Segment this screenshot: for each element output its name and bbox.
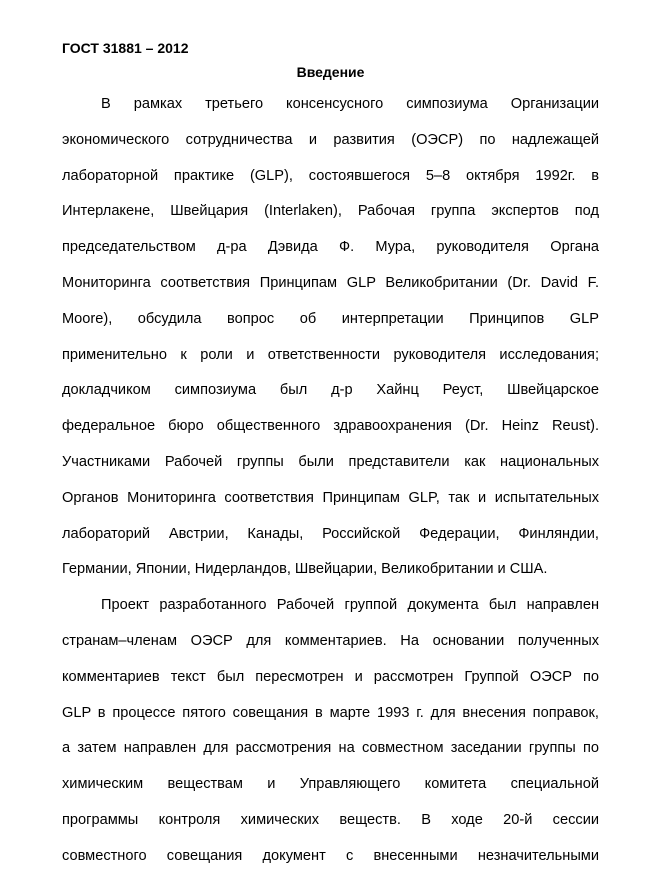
text-line: экономического сотрудничества и развития (ОЭСР) по надлежащей (62, 131, 599, 148)
text-line: Проект разработанного Рабочей группой документа был направлен (101, 597, 599, 614)
text-line: Moore), обсудила вопрос об интерпретации Принципов GLP (62, 310, 599, 327)
paragraph-2 (62, 588, 599, 874)
text-line: Органов Мониторинга соответствия Принципам GLP, так и испытательных (62, 489, 599, 506)
text-line: Германии, Японии, Нидерландов, Швейцарии, Великобритании и США. (62, 561, 548, 578)
section-title: Введение (296, 64, 365, 80)
text-line: лабораторной практике (GLP), состоявшегося 5–8 октября 1992г. в (62, 167, 599, 184)
text-line: химическим веществам и Управляющего комитета специальной (62, 776, 599, 793)
text-line: федеральное бюро общественного здравоохранения (Dr. Heinz Reust). (62, 418, 599, 435)
body-text (62, 87, 599, 875)
text-line: председательством д-ра Дэвида Ф. Мура, руководителя Органа (62, 239, 599, 256)
text-line: странам–членам ОЭСР для комментариев. На основании полученных (62, 632, 599, 649)
standard-header: ГОСТ 31881 – 2012 (62, 40, 189, 56)
text-line: Интерлакене, Швейцария (Interlaken), Рабочая группа экспертов под (62, 203, 599, 220)
text-line: В рамках третьего консенсусного симпозиума Организации (101, 96, 599, 112)
text-line: GLP в процессе пятого совещания в марте 1993 г. для внесения поправок, (62, 704, 599, 721)
text-line: Участниками Рабочей группы были представители как национальных (62, 453, 599, 470)
text-line: Мониторинга соответствия Принципам GLP Великобритании (Dr. David F. (62, 274, 599, 291)
text-line: а затем направлен для рассмотрения на совместном заседании группы по (62, 740, 599, 757)
text-line: докладчиком симпозиума был д-р Хайнц Реуст, Швейцарское (62, 382, 599, 399)
text-line: совместного совещания документ с внесенными незначительными (62, 847, 599, 864)
paragraph-1 (62, 87, 599, 588)
text-line: лабораторий Австрии, Канады, Российской Федерации, Финляндии, (62, 525, 599, 542)
text-line: программы контроля химических веществ. В ходе 20-й сессии (62, 811, 599, 828)
text-line: комментариев текст был пересмотрен и рассмотрен Группой ОЭСР по (62, 668, 599, 685)
text-line: применительно к роли и ответственности руководителя исследования; (62, 346, 599, 363)
